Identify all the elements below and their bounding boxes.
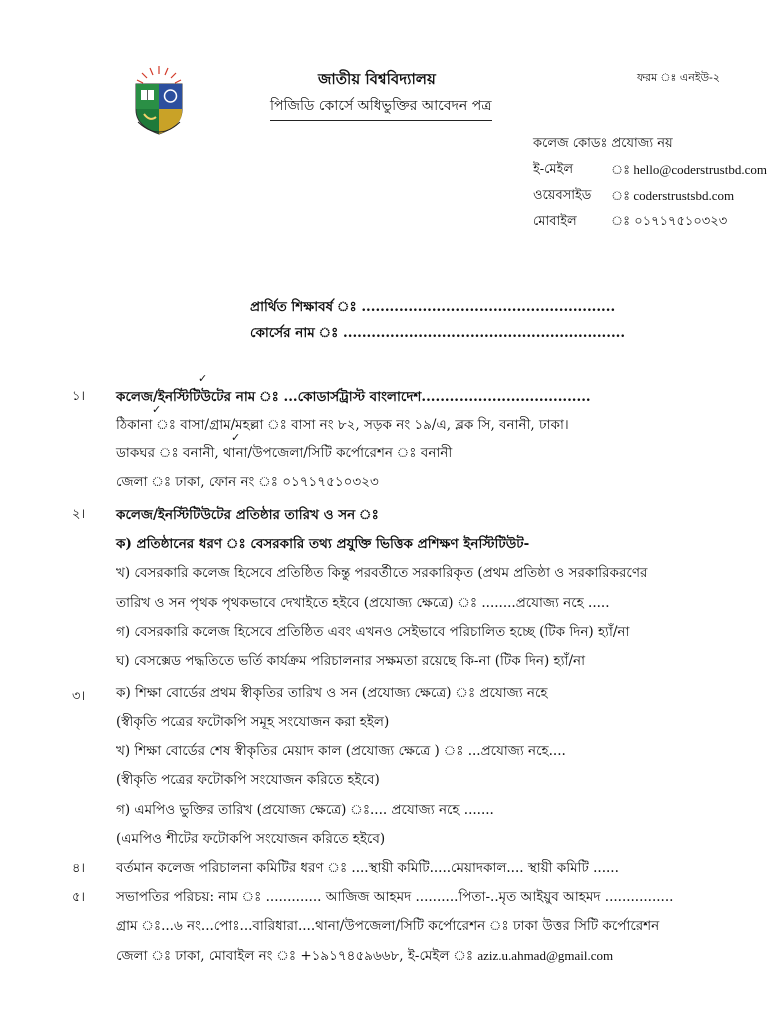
check-mark-icon: ✓ <box>152 403 162 416</box>
section-4-number: ৪। <box>72 861 86 876</box>
post-office-line: ডাকঘর ঃ বনানী, থানা/উপজেলা/সিটি কর্পোরেশন ঃ বনানী <box>116 445 453 461</box>
district-phone-line: জেলা ঃ ঢাকা, ফোন নং ঃ ০১৭১৭৫১০৩২৩ <box>116 474 379 490</box>
section-1-number: ১। <box>72 389 86 404</box>
email-value: ঃ hello@coderstrustbd.com <box>611 162 767 177</box>
president-contact-text: জেলা ঃ ঢাকা, মোবাইল নং ঃ +১৯১৭৪৫৯৬৬৮, ই-মেইল ঃ <box>116 948 478 964</box>
mobile-label: মোবাইল <box>533 214 577 229</box>
section-2-number: ২। <box>72 507 86 522</box>
website-value: ঃ coderstrustsbd.com <box>611 188 735 203</box>
address-line: ঠিকানা ঃ বাসা/গ্রাম/মহল্লা ঃ বাসা নং ৮২, সড়ক নং ১৯/এ, ব্লক সি, বনানী, ঢাকা। <box>116 417 569 433</box>
last-recognition-line: খ) শিক্ষা বোর্ডের শেষ স্বীকৃতির মেয়াদ কাল (প্রযোজ্য ক্ষেত্রে ) ঃ ...প্রযোজ্য নহে.... <box>116 743 566 759</box>
website-label: ওয়েবসাইড <box>533 188 592 203</box>
check-mark-icon: ✓ <box>231 431 241 444</box>
academic-year-field: প্রার্থিত শিক্ষাবর্ষ ঃ ...................................................... <box>250 299 616 315</box>
mpo-note: (এমপিও শীটের ফটোকপি সংযোজন করিতে হইবে) <box>116 831 386 847</box>
mpo-date-line: গ) এমপিও ভুক্তির তারিখ (প্রযোজ্য ক্ষেত্রে) ঃ.... প্রযোজ্য নহে ....... <box>116 802 494 818</box>
president-email: aziz.u.ahmad@gmail.com <box>477 948 614 963</box>
admission-capacity-line: ঘ) বেসক্সেড পদ্ধতিতে ভর্তি কার্যক্রম পরিচালনার সক্ষমতা রয়েছে কি-না (টিক দিন) হ্যাঁ/না <box>116 653 585 669</box>
first-recognition-note: (স্বীকৃতি পত্রের ফটোকপি সমূহ সংযোজন করা হইল) <box>116 714 390 730</box>
president-address-line: গ্রাম ঃ...৬ নং...পোঃ...বারিধারা....থানা/উপজেলা/সিটি কর্পোরেশন ঃ ঢাকা উত্তর সিটি কর্পোরেশন <box>116 918 660 934</box>
university-name: জাতীয় বিশ্ববিদ্যালয় <box>318 70 436 88</box>
mobile-value: ঃ ০১৭১৭৫১০৩২৩ <box>611 214 728 229</box>
institution-type-line: ক) প্রতিষ্ঠানের ধরণ ঃ বেসরকারি তথ্য প্রযুক্তি ভিত্তিক প্রশিক্ষণ ইনস্টিটিউট- <box>116 536 530 552</box>
university-logo-icon <box>128 62 190 140</box>
email-label: ই-মেইল <box>533 162 574 177</box>
check-mark-icon: ✓ <box>198 372 208 385</box>
committee-type-line: বর্তমান কলেজ পরিচালনা কমিটির ধরণ ঃ ....স্থায়ী কমিটি.....মেয়াদকাল.... স্থায়ী কমিটি ...... <box>116 860 619 876</box>
establishment-heading: কলেজ/ইনস্টিটিউটের প্রতিষ্ঠার তারিখ ও সন ঃ <box>116 507 379 523</box>
section-5-number: ৫। <box>72 890 86 905</box>
president-name-line: সভাপতির পরিচয়: নাম ঃ ............. আজিজ আহমদ ..........পিতা-..মৃত আইয়ুব আহমদ ................ <box>116 889 674 905</box>
form-subtitle: পিজিডি কোর্সে অধিভুক্তির আবেদন পত্র <box>270 94 492 121</box>
private-govt-line-2: তারিখ ও সন পৃথক পৃথকভাবে দেখাইতে হইবে (প্রযোজ্য ক্ষেত্রে) ঃ ........প্রযোজ্য নহে ..... <box>116 595 610 611</box>
first-recognition-line: ক) শিক্ষা বোর্ডের প্রথম স্বীকৃতির তারিখ ও সন (প্রযোজ্য ক্ষেত্রে) ঃ প্রযোজ্য নহে <box>116 685 548 701</box>
form-number: ফরম ঃ এনইউ-২ <box>637 71 720 84</box>
section-3-number: ৩। <box>72 689 86 704</box>
college-name-line: কলেজ/ইনস্টিটিউটের নাম ঃ ...কোডার্সট্রাস্ট বাংলাদেশ.................................... <box>116 389 591 405</box>
course-name-field: কোর্সের নাম ঃ ............................................................ <box>250 325 626 341</box>
college-code: কলেজ কোডঃ প্রযোজ্য নয় <box>533 136 673 151</box>
private-running-line: গ) বেসরকারি কলেজ হিসেবে প্রতিষ্ঠিত এবং এখনও সেইভাবে পরিচালিত হচ্ছে (টিক দিন) হ্যাঁ/না <box>116 624 630 640</box>
last-recognition-note: (স্বীকৃতি পত্রের ফটোকপি সংযোজন করিতে হইবে) <box>116 772 380 788</box>
president-contact-line <box>116 945 613 968</box>
private-govt-line-1: খ) বেসরকারি কলেজ হিসেবে প্রতিষ্ঠিত কিন্তু পরবর্তীতে সরকারিকৃত (প্রথম প্রতিষ্ঠা ও সরকারিকরণের <box>116 565 648 581</box>
